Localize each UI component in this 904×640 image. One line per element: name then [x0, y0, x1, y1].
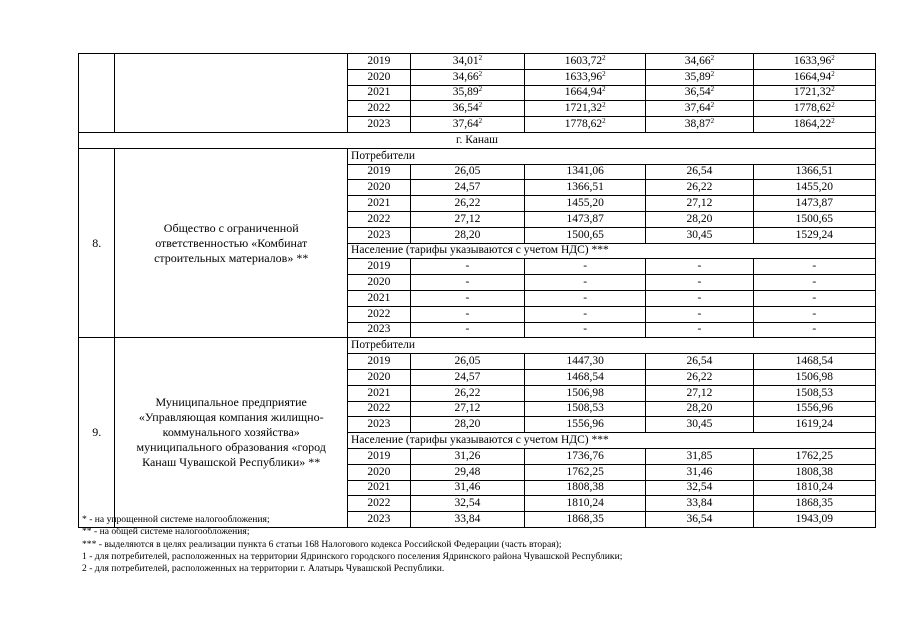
value-text: 1868,35 — [795, 497, 833, 510]
value-text: - — [465, 276, 470, 289]
value-text: 1778,62 — [564, 118, 603, 131]
value-text: - — [697, 307, 702, 320]
value-cell — [525, 385, 646, 401]
value-text: 34,66 — [452, 70, 479, 83]
value-cell — [525, 354, 646, 370]
value-cell — [525, 101, 646, 117]
footnote: 2 - для потребителей, расположенных на территории г. Алатырь Чувашской Республики. — [82, 563, 445, 575]
value-text: 1736,76 — [566, 449, 604, 462]
footnote-marker: 2 — [831, 53, 835, 62]
value-cell — [646, 275, 753, 291]
footnote-marker: 2 — [710, 69, 715, 78]
value-cell — [410, 180, 524, 196]
value-text: - — [697, 260, 702, 273]
value-text: 1506,98 — [795, 370, 833, 383]
value-cell — [525, 69, 646, 85]
year-cell: 2020 — [348, 275, 411, 291]
footnote: *** - выделяются в целях реализации пункта 6 статьи 168 Налогового кодекса Российской Федерации (часть вторая); — [82, 538, 562, 550]
value-cell — [525, 322, 646, 338]
value-cell — [646, 401, 753, 417]
value-cell — [753, 259, 875, 275]
value-text: 1603,72 — [564, 54, 603, 67]
value-cell — [646, 512, 753, 528]
value-text: 1473,87 — [566, 212, 604, 225]
value-text: 35,89 — [684, 70, 711, 83]
footnote-marker: 2 — [710, 85, 715, 94]
value-cell — [646, 290, 753, 306]
value-cell — [525, 85, 646, 101]
value-cell — [753, 85, 875, 101]
value-cell — [753, 164, 875, 180]
value-cell — [753, 54, 875, 70]
value-text: - — [583, 323, 588, 336]
value-cell — [753, 496, 875, 512]
value-text: 26,05 — [454, 355, 481, 368]
value-cell — [410, 164, 524, 180]
value-text: 1762,25 — [566, 465, 604, 478]
value-cell — [410, 85, 524, 101]
value-cell — [525, 275, 646, 291]
value-cell — [646, 180, 753, 196]
footnote: ** - на общей системе налогообложения; — [82, 526, 250, 538]
year-cell: 2019 — [348, 448, 411, 464]
value-text: 1778,62 — [793, 102, 832, 115]
org-cell-empty — [115, 54, 348, 133]
value-cell — [525, 180, 646, 196]
year-cell: 2023 — [348, 227, 411, 243]
city-label: г. Канаш — [79, 132, 876, 148]
value-text: 32,54 — [686, 481, 713, 494]
value-cell — [410, 101, 524, 117]
group-label: Потребители — [348, 338, 876, 354]
value-text: 1366,51 — [795, 165, 833, 178]
value-text: - — [465, 291, 470, 304]
value-cell — [646, 164, 753, 180]
footnote-marker: 2 — [710, 117, 715, 126]
value-text: 1508,53 — [566, 402, 604, 415]
footnote-marker: 2 — [602, 69, 606, 78]
value-text: 27,12 — [686, 386, 713, 399]
index-cell-empty — [79, 54, 115, 133]
value-cell — [646, 369, 753, 385]
value-cell — [646, 259, 753, 275]
year-cell: 2023 — [348, 322, 411, 338]
value-text: 1529,24 — [795, 228, 833, 241]
year-cell: 2021 — [348, 85, 411, 101]
value-text: 27,12 — [686, 197, 713, 210]
group-label: Население (тарифы указываются с учетом НДС) *** — [348, 433, 876, 449]
value-text: 1762,25 — [795, 449, 833, 462]
value-text: 1633,96 — [793, 54, 832, 67]
value-cell — [646, 306, 753, 322]
year-cell: 2022 — [348, 101, 411, 117]
value-cell — [646, 480, 753, 496]
value-text: 31,85 — [686, 449, 713, 462]
value-cell — [646, 117, 753, 133]
value-cell — [410, 69, 524, 85]
org-name: Муниципальное предприятие «Управляющая компания жилищно-коммунального хозяйства» муниципального образования «город Канаш Чувашской Республики» ** — [115, 338, 348, 528]
footnote-marker: 2 — [831, 69, 835, 78]
value-text: 1500,65 — [795, 212, 833, 225]
value-cell — [753, 196, 875, 212]
value-text: 1664,94 — [793, 70, 832, 83]
value-text: - — [583, 291, 588, 304]
value-cell — [525, 480, 646, 496]
city-row — [79, 132, 876, 148]
value-cell — [646, 417, 753, 433]
value-cell — [753, 227, 875, 243]
value-cell — [753, 448, 875, 464]
value-cell — [753, 211, 875, 227]
value-cell — [525, 401, 646, 417]
year-cell: 2020 — [348, 180, 411, 196]
group-header-row — [79, 338, 876, 354]
group-label: Потребители — [348, 148, 876, 164]
value-cell — [410, 369, 524, 385]
value-cell — [753, 322, 875, 338]
value-text: 38,87 — [684, 118, 711, 131]
value-cell — [410, 259, 524, 275]
value-text: 1455,20 — [566, 197, 604, 210]
year-cell: 2020 — [348, 369, 411, 385]
value-text: 24,57 — [454, 370, 481, 383]
value-cell — [410, 306, 524, 322]
value-cell — [410, 290, 524, 306]
footnote-marker: 2 — [831, 101, 835, 110]
value-text: 1366,51 — [566, 181, 604, 194]
value-text: 1864,22 — [793, 118, 832, 131]
group-label: Население (тарифы указываются с учетом НДС) *** — [348, 243, 876, 259]
value-cell — [753, 464, 875, 480]
value-text: 26,05 — [454, 165, 481, 178]
footnote-marker: 2 — [478, 53, 483, 62]
footnote-marker: 2 — [831, 85, 835, 94]
value-text: 1508,53 — [795, 386, 833, 399]
value-cell — [525, 464, 646, 480]
value-text: 28,20 — [686, 402, 713, 415]
table-row — [79, 54, 876, 70]
value-text: 1473,87 — [795, 197, 833, 210]
value-cell — [753, 369, 875, 385]
value-text: 26,22 — [454, 197, 481, 210]
value-text: 33,84 — [686, 497, 713, 510]
value-cell — [646, 85, 753, 101]
value-cell — [410, 385, 524, 401]
value-cell — [753, 275, 875, 291]
footnote: * - на упрощенной системе налогообложения; — [82, 514, 270, 525]
value-text: - — [465, 260, 470, 273]
value-cell — [646, 448, 753, 464]
value-cell — [525, 259, 646, 275]
year-cell: 2019 — [348, 164, 411, 180]
value-text: 1808,38 — [795, 465, 833, 478]
value-cell — [525, 196, 646, 212]
value-text: 28,20 — [454, 228, 481, 241]
value-text: - — [583, 307, 588, 320]
value-text: 36,54 — [684, 86, 711, 99]
value-text: 1721,32 — [793, 86, 832, 99]
value-cell — [525, 290, 646, 306]
value-cell — [753, 512, 875, 528]
year-cell: 2020 — [348, 464, 411, 480]
value-text: 1619,24 — [795, 418, 833, 431]
value-cell — [525, 54, 646, 70]
value-cell — [646, 54, 753, 70]
footnote-marker: 2 — [602, 53, 606, 62]
value-text: 33,84 — [454, 513, 481, 525]
tariff-table — [78, 53, 876, 528]
group-header-row — [79, 148, 876, 164]
value-cell — [753, 69, 875, 85]
footnote-marker: 2 — [478, 117, 483, 126]
value-cell — [753, 385, 875, 401]
footnote: 1 - для потребителей, расположенных на территории Ядринского городского поселения Ядринского района Чувашской Республики; — [82, 550, 623, 562]
footnote-marker: 2 — [478, 85, 483, 94]
value-cell — [410, 227, 524, 243]
value-text: 26,22 — [686, 181, 713, 194]
year-cell: 2021 — [348, 196, 411, 212]
year-cell: 2023 — [348, 417, 411, 433]
value-text: 1500,65 — [566, 228, 604, 241]
entry-index: 9. — [79, 338, 115, 528]
value-cell — [525, 448, 646, 464]
value-text: 27,12 — [454, 402, 481, 415]
org-name: Общество с ограниченной ответственностью «Комбинат строительных материалов» ** — [115, 148, 348, 338]
value-text: - — [697, 291, 702, 304]
year-cell: 2019 — [348, 54, 411, 70]
year-cell: 2019 — [348, 354, 411, 370]
value-cell — [410, 196, 524, 212]
value-text: 1341,06 — [566, 165, 604, 178]
value-cell — [410, 480, 524, 496]
value-text: 29,48 — [454, 465, 481, 478]
value-text: 1447,30 — [566, 355, 604, 368]
value-cell — [525, 227, 646, 243]
value-text: 1810,24 — [795, 481, 833, 494]
value-text: - — [812, 291, 817, 304]
value-text: 30,45 — [686, 418, 713, 431]
footnote-marker: 2 — [602, 117, 606, 126]
value-text: - — [465, 323, 470, 336]
value-cell — [410, 496, 524, 512]
value-cell — [646, 211, 753, 227]
value-cell — [410, 448, 524, 464]
value-cell — [753, 306, 875, 322]
value-cell — [646, 69, 753, 85]
value-text: - — [583, 260, 588, 273]
value-text: 26,54 — [686, 355, 713, 368]
footnote-marker: 2 — [710, 101, 715, 110]
value-cell — [410, 354, 524, 370]
value-cell — [753, 180, 875, 196]
value-cell — [753, 480, 875, 496]
value-cell — [753, 401, 875, 417]
value-cell — [410, 54, 524, 70]
value-text: 34,66 — [684, 54, 711, 67]
value-text: 34,01 — [452, 54, 479, 67]
value-text: 1633,96 — [564, 70, 603, 83]
value-text: 32,54 — [454, 497, 481, 510]
value-text: - — [583, 276, 588, 289]
value-cell — [646, 227, 753, 243]
footnote-marker: 2 — [602, 101, 606, 110]
value-text: 1556,96 — [566, 418, 604, 431]
value-text: 1468,54 — [566, 370, 604, 383]
year-cell: 2021 — [348, 290, 411, 306]
footnote-marker: 2 — [602, 85, 606, 94]
value-text: 1868,35 — [566, 513, 604, 525]
value-cell — [646, 496, 753, 512]
year-cell: 2023 — [348, 117, 411, 133]
year-cell: 2019 — [348, 259, 411, 275]
value-cell — [753, 290, 875, 306]
value-cell — [646, 354, 753, 370]
value-text: - — [812, 260, 817, 273]
value-text: 37,64 — [452, 118, 479, 131]
value-text: 1664,94 — [564, 86, 603, 99]
value-cell — [410, 322, 524, 338]
value-text: - — [697, 323, 702, 336]
footnote-marker: 2 — [478, 69, 483, 78]
value-text: 1455,20 — [795, 181, 833, 194]
value-cell — [410, 464, 524, 480]
value-text: 28,20 — [686, 212, 713, 225]
value-text: 37,64 — [684, 102, 711, 115]
value-text: - — [465, 307, 470, 320]
value-cell — [410, 417, 524, 433]
value-text: 1810,24 — [566, 497, 604, 510]
value-text: 27,12 — [454, 212, 481, 225]
value-text: 26,22 — [454, 386, 481, 399]
value-cell — [525, 369, 646, 385]
value-cell — [525, 306, 646, 322]
year-cell: 2022 — [348, 496, 411, 512]
value-cell — [410, 211, 524, 227]
value-text: 1943,09 — [795, 513, 833, 525]
value-text: 1556,96 — [795, 402, 833, 415]
year-cell: 2020 — [348, 69, 411, 85]
value-cell — [410, 275, 524, 291]
value-cell — [525, 496, 646, 512]
value-text: 35,89 — [452, 86, 479, 99]
value-cell — [753, 417, 875, 433]
value-text: 1468,54 — [795, 355, 833, 368]
footnote-marker: 2 — [478, 101, 483, 110]
value-text: 1808,38 — [566, 481, 604, 494]
year-cell: 2022 — [348, 211, 411, 227]
value-text: 1506,98 — [566, 386, 604, 399]
value-text: 1721,32 — [564, 102, 603, 115]
value-cell — [646, 322, 753, 338]
value-text: - — [812, 276, 817, 289]
year-cell: 2022 — [348, 401, 411, 417]
value-text: 31,26 — [454, 449, 481, 462]
entry-index: 8. — [79, 148, 115, 338]
value-cell — [646, 196, 753, 212]
year-cell: 2022 — [348, 306, 411, 322]
value-text: 36,54 — [686, 513, 713, 525]
footnotes — [82, 514, 622, 575]
value-text: - — [697, 276, 702, 289]
value-cell — [646, 464, 753, 480]
value-cell — [753, 354, 875, 370]
value-cell — [646, 385, 753, 401]
value-text: 30,45 — [686, 228, 713, 241]
value-cell — [646, 101, 753, 117]
value-cell — [753, 117, 875, 133]
value-cell — [525, 164, 646, 180]
footnote-marker: 2 — [831, 117, 835, 126]
value-cell — [410, 401, 524, 417]
value-text: 31,46 — [454, 481, 481, 494]
footnote-marker: 2 — [710, 53, 715, 62]
value-text: 36,54 — [452, 102, 479, 115]
year-cell: 2023 — [348, 512, 411, 528]
year-cell: 2021 — [348, 385, 411, 401]
value-text: 26,22 — [686, 370, 713, 383]
value-text: 28,20 — [454, 418, 481, 431]
value-text: 26,54 — [686, 165, 713, 178]
value-cell — [753, 101, 875, 117]
value-cell — [410, 117, 524, 133]
year-cell: 2021 — [348, 480, 411, 496]
value-text: 31,46 — [686, 465, 713, 478]
value-text: - — [812, 307, 817, 320]
value-cell — [525, 417, 646, 433]
value-text: 24,57 — [454, 181, 481, 194]
value-cell — [525, 211, 646, 227]
value-cell — [525, 117, 646, 133]
value-text: - — [812, 323, 817, 336]
